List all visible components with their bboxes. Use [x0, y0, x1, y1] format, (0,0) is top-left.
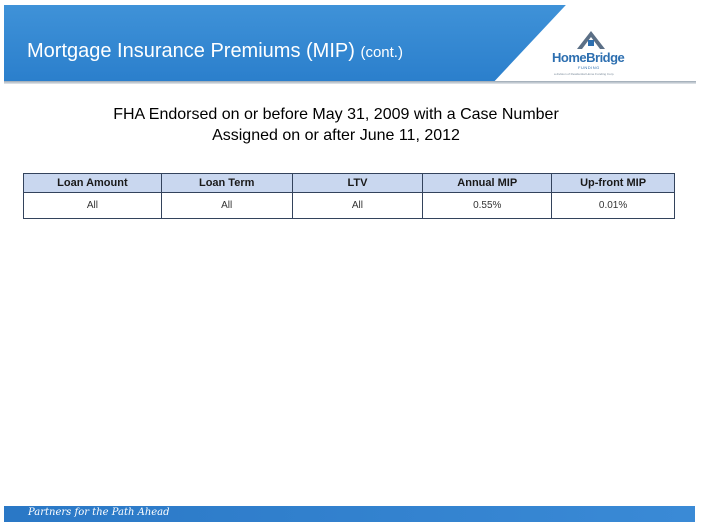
- header-banner: [0, 0, 702, 86]
- mip-table: [23, 173, 675, 219]
- column-header-annual-mip: Annual MIP: [423, 174, 552, 193]
- logo-tagline: a division of Residential Home Funding Corp.: [554, 72, 615, 76]
- footer-bar: [4, 506, 695, 522]
- section-heading-line-2: Assigned on or after June 11, 2012: [212, 127, 460, 144]
- footer-tagline: Partners for the Path Ahead: [28, 507, 170, 518]
- cell-ltv: All: [292, 193, 423, 219]
- column-header-upfront-mip: Up-front MIP: [552, 174, 675, 193]
- column-header-ltv: LTV: [292, 174, 423, 193]
- company-logo: [548, 28, 634, 78]
- table-row: [24, 193, 675, 219]
- column-header-loan-term: Loan Term: [161, 174, 292, 193]
- logo-subtext: FUNDING: [578, 65, 600, 70]
- logo-wordmark: HomeBridge: [552, 50, 625, 65]
- header-divider: [4, 81, 696, 84]
- house-roof-icon: [574, 28, 608, 50]
- page-title-main: Mortgage Insurance Premiums (MIP): [27, 40, 355, 62]
- column-header-loan-amount: Loan Amount: [24, 174, 162, 193]
- section-heading: [40, 104, 632, 146]
- table-header-row: [24, 174, 675, 193]
- cell-annual-mip: 0.55%: [423, 193, 552, 219]
- cell-loan-term: All: [161, 193, 292, 219]
- page-title-suffix: (cont.): [360, 44, 403, 61]
- section-heading-line-1: FHA Endorsed on or before May 31, 2009 with a Case Number: [113, 106, 559, 123]
- cell-upfront-mip: 0.01%: [552, 193, 675, 219]
- page-title: [27, 40, 403, 63]
- cell-loan-amount: All: [24, 193, 162, 219]
